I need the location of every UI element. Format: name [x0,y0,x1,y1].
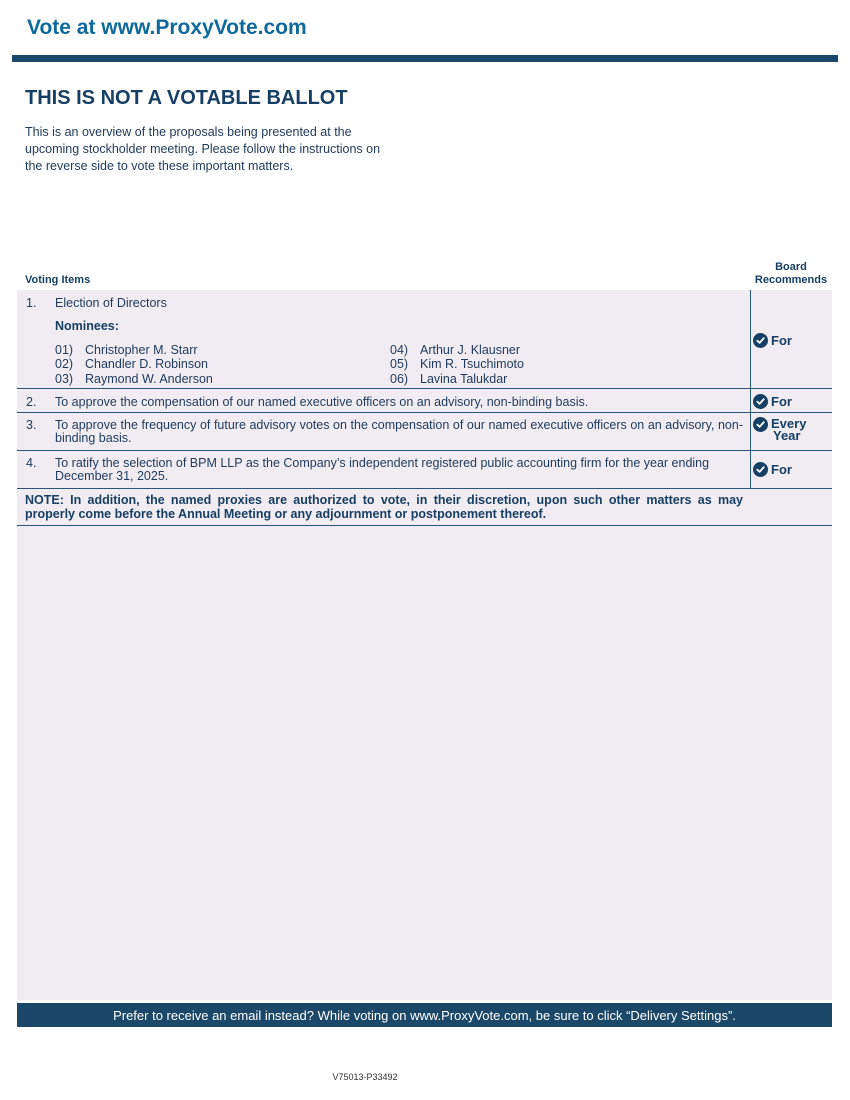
nominee-number: 05) [390,357,409,371]
nominee-number: 01) [55,343,74,357]
nominee-number: 03) [55,372,74,386]
intro-line: the reverse side to vote these important matters. [25,159,294,173]
board-recommends-header [750,261,832,287]
nominee-number: 02) [55,357,74,371]
item-number: 1. [26,296,37,310]
board-recommends-line: Recommends [754,274,828,286]
check-circle-icon [753,333,768,348]
nominee-name: Christopher M. Starr [85,343,198,357]
check-circle-icon [753,462,768,477]
nominee-number: 04) [390,343,409,357]
item-number: 4. [26,456,37,470]
nominee [55,357,208,371]
nominee [390,343,520,357]
nominee [55,372,213,386]
item-text: To approve the compensation of our named executive officers on an advisory, non-binding basis. [55,395,589,409]
recommendation [753,462,792,477]
item-text: To approve the frequency of future advisory votes on the compensation of our named executive officers on an advisory, non-binding basis. [55,418,743,445]
document-code: V75013-P33492 [332,1072,398,1082]
intro-text [25,124,415,175]
nominee-name: Kim R. Tsuchimoto [420,357,524,371]
voting-items-header: Voting Items [25,274,91,286]
recommendation-line: Every [771,416,807,431]
note-text: NOTE: In addition, the named proxies are authorized to vote, in their discretion, upon such other matters as may properly come before the Annual Meeting or any adjournment or postponement thereof. [25,493,743,521]
intro-line: upcoming stockholder meeting. Please follow the instructions on [25,142,381,156]
nominee-name: Raymond W. Anderson [85,372,213,386]
item-number: 3. [26,418,37,432]
recommendation [753,333,792,348]
nominee-name: Chandler D. Robinson [85,357,208,371]
page-title: THIS IS NOT A VOTABLE BALLOT [25,87,348,109]
nominee [55,343,198,357]
nominee [390,372,507,386]
recommendation-text: For [771,462,792,477]
header-title[interactable]: Vote at www.ProxyVote.com [27,16,307,39]
check-circle-icon [753,394,768,409]
recommendation [753,417,806,442]
recommendation [753,394,792,409]
item-number: 2. [26,395,37,409]
item-text: To ratify the selection of BPM LLP as the Company’s independent registered public accounting firm for the year ending December 31, 2025. [55,456,710,483]
recommendation-text: For [771,333,792,348]
recommendation-line: Year [773,428,801,443]
nominee [390,357,524,371]
header-divider [12,55,838,62]
intro-line: This is an overview of the proposals being presented at the [25,125,352,139]
nominees-label: Nominees: [55,319,119,333]
recommendation-text [771,418,806,442]
footer-banner [17,1003,832,1027]
nominee-number: 06) [390,372,409,386]
check-circle-icon [753,417,768,432]
nominee-name: Lavina Talukdar [420,372,508,386]
board-recommends-line: Board [775,261,807,273]
recommendation-text: For [771,394,792,409]
item-text: Election of Directors [55,296,167,310]
nominee-name: Arthur J. Klausner [420,343,521,357]
footer-text: Prefer to receive an email instead? While voting on www.ProxyVote.com, be sure to click “Delivery Settings”. [113,1007,736,1023]
